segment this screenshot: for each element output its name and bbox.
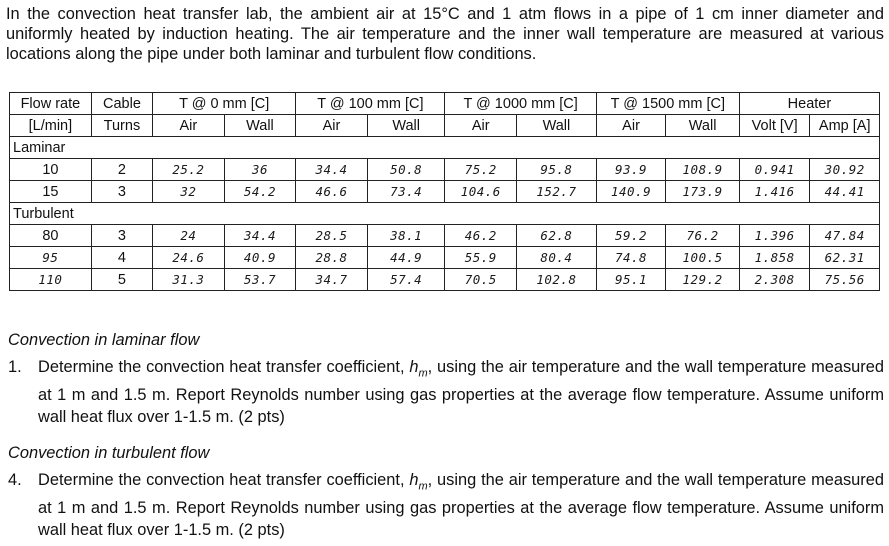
table-row: [10, 269, 880, 291]
table-row: [10, 159, 880, 181]
table-header: [10, 93, 880, 137]
measurement-table: [9, 92, 880, 291]
cell-value: 173.9: [666, 181, 740, 203]
cell-value: 73.4: [367, 181, 445, 203]
cell-value: 70.5: [445, 269, 517, 291]
header-flow-rate: Flow rate: [10, 93, 92, 115]
symbol-subscript: m: [418, 367, 428, 380]
laminar-section-title: Convection in laminar flow: [8, 331, 200, 349]
cell-value: 28.5: [296, 225, 368, 247]
laminar-label: Laminar: [10, 137, 880, 159]
cell-value: 75.56: [810, 269, 880, 291]
cell-value: 0.941: [739, 159, 810, 181]
turbulent-label: Turbulent: [10, 203, 880, 225]
turbulent-rows: [10, 225, 880, 291]
cell-value: 55.9: [445, 247, 517, 269]
cell-value: 30.92: [810, 159, 880, 181]
cell-value: 129.2: [666, 269, 740, 291]
cell-value: 36: [224, 159, 296, 181]
cell-value: 152.7: [517, 181, 597, 203]
header-wall: Wall: [666, 115, 740, 137]
header-t1500: T @ 1500 mm [C]: [596, 93, 739, 115]
cell-flow-rate: 95: [10, 247, 92, 269]
cell-value: 53.7: [224, 269, 296, 291]
cell-turns: 5: [91, 269, 152, 291]
laminar-rows: [10, 159, 880, 203]
cell-value: 38.1: [367, 225, 445, 247]
cell-value: 100.5: [666, 247, 740, 269]
cell-value: 93.9: [596, 159, 666, 181]
question-4: [8, 469, 884, 541]
header-t100: T @ 100 mm [C]: [296, 93, 445, 115]
cell-flow-rate: 10: [10, 159, 92, 181]
laminar-group: [10, 137, 880, 159]
header-air: Air: [596, 115, 666, 137]
cell-value: 1.858: [739, 247, 810, 269]
cell-value: 62.31: [810, 247, 880, 269]
cell-flow-rate: 15: [10, 181, 92, 203]
cell-value: 24: [153, 225, 225, 247]
cell-value: 46.2: [445, 225, 517, 247]
header-air: Air: [445, 115, 517, 137]
cell-value: 74.8: [596, 247, 666, 269]
cell-value: 44.9: [367, 247, 445, 269]
header-t1000: T @ 1000 mm [C]: [445, 93, 596, 115]
cell-turns: 4: [91, 247, 152, 269]
cell-value: 75.2: [445, 159, 517, 181]
question-1: [8, 356, 884, 428]
cell-value: 25.2: [153, 159, 225, 181]
cell-value: 57.4: [367, 269, 445, 291]
cell-value: 47.84: [810, 225, 880, 247]
cell-value: 46.6: [296, 181, 368, 203]
header-volt: Volt [V]: [739, 115, 810, 137]
question-text-start: Determine the convection heat transfer coefficient,: [38, 358, 410, 376]
cell-value: 95.1: [596, 269, 666, 291]
cell-turns: 3: [91, 225, 152, 247]
header-turns: Turns: [91, 115, 152, 137]
cell-turns: 3: [91, 181, 152, 203]
header-air: Air: [153, 115, 225, 137]
header-wall: Wall: [367, 115, 445, 137]
header-t0: T @ 0 mm [C]: [153, 93, 296, 115]
table-row: [10, 225, 880, 247]
cell-value: 34.4: [224, 225, 296, 247]
header-flow-unit: [L/min]: [10, 115, 92, 137]
header-heater: Heater: [739, 93, 879, 115]
cell-value: 1.416: [739, 181, 810, 203]
turbulent-group: [10, 203, 880, 225]
cell-value: 140.9: [596, 181, 666, 203]
cell-value: 34.7: [296, 269, 368, 291]
table-row: [10, 181, 880, 203]
cell-value: 50.8: [367, 159, 445, 181]
cell-value: 95.8: [517, 159, 597, 181]
header-cable: Cable: [91, 93, 152, 115]
header-amp: Amp [A]: [810, 115, 880, 137]
cell-value: 108.9: [666, 159, 740, 181]
symbol-h: h: [409, 471, 419, 489]
header-wall: Wall: [224, 115, 296, 137]
cell-value: 1.396: [739, 225, 810, 247]
intro-paragraph: In the convection heat transfer lab, the ambient air at 15°C and 1 atm flows in a pipe of 1 cm inner diameter and uniformly heated by induction heating. The air temperature and the inner wall temperature are measured at various locations along the pipe under both laminar and turbulent flow conditions.: [6, 5, 884, 63]
cell-value: 2.308: [739, 269, 810, 291]
header-air: Air: [296, 115, 368, 137]
question-text-end: , using the air temperature and the wall temperature measured at 1 m and 1.5 m. Report Reynolds number using gas properties at the average flow temperature. Assume uniform wall heat flux over 1-1.5 m. (2 pts): [38, 358, 884, 427]
cell-turns: 2: [91, 159, 152, 181]
symbol-h: h: [409, 358, 419, 376]
question-text-start: Determine the convection heat transfer coefficient,: [38, 471, 410, 489]
table-row: [10, 247, 880, 269]
cell-value: 31.3: [153, 269, 225, 291]
turbulent-section-title: Convection in turbulent flow: [8, 444, 210, 462]
symbol-subscript: m: [418, 480, 428, 493]
cell-flow-rate: 80: [10, 225, 92, 247]
header-wall: Wall: [517, 115, 597, 137]
question-text-end: , using the air temperature and the wall temperature measured at 1 m and 1.5 m. Report Reynolds number using gas properties at the average flow temperature. Assume uniform wall heat flux over 1-1.5 m. (2 pts): [38, 471, 884, 540]
cell-value: 28.8: [296, 247, 368, 269]
cell-value: 104.6: [445, 181, 517, 203]
cell-value: 59.2: [596, 225, 666, 247]
question-number: 1.: [8, 358, 22, 376]
cell-value: 32: [153, 181, 225, 203]
cell-value: 44.41: [810, 181, 880, 203]
cell-flow-rate: 110: [10, 269, 92, 291]
cell-value: 76.2: [666, 225, 740, 247]
cell-value: 62.8: [517, 225, 597, 247]
cell-value: 54.2: [224, 181, 296, 203]
cell-value: 102.8: [517, 269, 597, 291]
cell-value: 40.9: [224, 247, 296, 269]
cell-value: 80.4: [517, 247, 597, 269]
cell-value: 34.4: [296, 159, 368, 181]
cell-value: 24.6: [153, 247, 225, 269]
question-number: 4.: [8, 471, 22, 489]
